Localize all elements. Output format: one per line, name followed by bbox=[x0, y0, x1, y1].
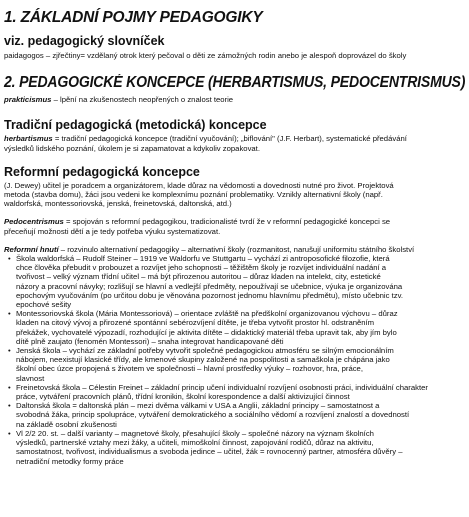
herbartismus-line-1 bbox=[4, 134, 465, 143]
list-line: slavnost bbox=[16, 373, 45, 383]
list-item-montessori bbox=[16, 309, 465, 346]
list-line: tvořivost – velký význam třídní učitel – má být přirozenou autoritou – důraz kladen na intelekt, city, estetické bbox=[16, 272, 381, 282]
reform-para-line-2: metoda (stavba domu), žáci jsou vedeni ke komplexnímu poznání problematiky. Vznikly alternativní školy (např. bbox=[4, 190, 383, 200]
reform-para-line-3: waldorfská, montessoriovská, jenská, freinetovská, daltonská, atd.) bbox=[4, 199, 232, 209]
pedocentrismus-line-2: přeceňují možnosti dětí a je tedy potřeba výuku systematizovat. bbox=[4, 226, 221, 236]
list-line: dítě plně zaujato (fenomén Montessori) – snaha integrovat handicapované děti bbox=[16, 336, 284, 346]
list-line: svobodná žáka, princip spolupráce, vytváření demokratického a sociálního vědomí a rozvíjení znalostí a dovedností bbox=[16, 410, 410, 420]
document-page bbox=[0, 9, 469, 517]
reformni-hnuti-text: – rozvinulo alternativní pedagogiky – alternativní školy (rozmanitost, narušují uniformitu státního školství bbox=[58, 244, 415, 254]
list-line: školní obec úzce propojená s životem ve společnosti – hlavní prostředky výuky – rozhovor, hra, práce, bbox=[16, 364, 363, 374]
list-line: netradiční metodky formy práce bbox=[16, 456, 124, 466]
list-item-jena bbox=[16, 346, 465, 383]
list-line: nábojem, neexistují klasické třídy, ale kmenové skupiny založené na pospolitosti a samaškola je chápána jako bbox=[16, 355, 390, 365]
pedocentrismus-line-1 bbox=[4, 217, 465, 226]
paidagogos-term: paidagogos bbox=[4, 51, 44, 60]
list-line: na základě osobní zkušenosti bbox=[16, 419, 117, 429]
subheading-slovnicek: viz. pedagogický slovníček bbox=[4, 34, 165, 48]
prakticismus-text: – lpění na zkušenostech neopřených o znalost teorie bbox=[51, 95, 234, 105]
list-line: • Freinetovská škola – Célestin Freinet – základní princip učení individualní rozvíjení osobnosti práci, individuální charakter bbox=[16, 382, 428, 392]
list-item-other-variants bbox=[16, 429, 465, 466]
alternative-schools-list bbox=[4, 254, 465, 466]
list-line: chce člověka přebudit v probouzet a rozvíjet jeho schopnosti – těžištěm školy je rozvíjet individuální nadání a bbox=[16, 263, 387, 273]
herbartismus-line-2: výsledků lidského poznání, úkolem je si zapamatovat a kdykoliv zopakovat. bbox=[4, 143, 260, 153]
list-line: • Daltonská škola = daltonská plán – mezi dvěma válkami v USA a Anglii, základní principy – samostatnost a bbox=[16, 401, 380, 411]
list-item-waldorf bbox=[16, 254, 465, 309]
prakticismus-paragraph bbox=[4, 95, 465, 104]
list-item-freinet bbox=[16, 383, 465, 401]
traditional-heading: Tradiční pedagogická (metodická) koncepce bbox=[4, 118, 267, 133]
list-line: kladen na citový vývoj a přirozené spontánní sebérozvíjení dítěte, je třeba vytvořit prostor hl. odstraněním bbox=[16, 318, 375, 328]
reformni-hnuti-term: Reformní hnutí bbox=[4, 244, 59, 254]
list-line: epochovým vyučováním (po určitou dobu je věnována pozornost jednomu hlavnímu předmětu), místo učebnic tzv. bbox=[16, 290, 403, 300]
prakticismus-term: prakticismus bbox=[4, 95, 52, 105]
list-line: • Montessoriovská škola (Mária Montessoriová) – orientace zvláště na předškolní organizovanou výchovu – důraz bbox=[16, 309, 398, 319]
pedocentrismus-term: Pedocentrismus bbox=[4, 217, 64, 227]
paidagogos-paragraph bbox=[4, 51, 465, 60]
paidagogos-definition: – zjřečtiny= vzdělaný otrok který pečoval o děti ze zámožných rodin anebo je alespoň doprovázel do školy bbox=[43, 51, 407, 60]
heading-2: 2. PEDAGOGICKÉ KONCEPCE (HERBARTISMUS, PEDOCENTRISMUS) bbox=[4, 74, 466, 92]
list-line: • Vl 2/2 20. st. – další varianty – magnetové školy, přesahující školy – společné názory na význam školních bbox=[16, 428, 374, 438]
reformni-hnuti-paragraph bbox=[4, 245, 465, 254]
list-line: překážek, vychovatelé výpozadí, rozhodující je aktivita dítěte – didaktický materiál třeba upravit tak, aby jím bylo bbox=[16, 327, 397, 337]
list-line: výsledků, partnerské vztahy mezi žáky, a učiteli, mimoškolní činnost, zapojování rodičů, důraz na aktivitu, bbox=[16, 438, 374, 448]
list-line: samostatnost, tvořivost, individualismus a svoboda jedince – učitel, žák = rovnocenný partner, atmosféra důvěry – bbox=[16, 447, 403, 457]
list-line: • Škola waldorfská – Rudolf Steiner – 1919 ve Waldorfu ve Stuttgartu – vychází zi antroposofické filozofie, která bbox=[16, 254, 390, 264]
heading-1: 1. ZÁKLADNÍ POJMY PEDAGOGIKY bbox=[4, 9, 263, 26]
list-item-dalton bbox=[16, 401, 465, 429]
herbartismus-text: = tradiční pedagogická koncepce (tradiční vyučování); „biflování" (J.F. Herbart), systematické předávání bbox=[52, 134, 407, 144]
list-line: práce, vytváření pracovních plánů, třídní kronikin, školní korespondence a další aktivizující činnost bbox=[16, 392, 350, 402]
pedocentrismus-text: = spojován s reformní pedagogikou, tradicionalisté tvrdí že v reformní pedagogické koncepci se bbox=[63, 217, 391, 227]
reform-para-line-1: (J. Dewey) učitel je poradcem a organizátorem, klade důraz na vědomosti a dovednosti nutné pro život. Projektová bbox=[4, 180, 394, 190]
herbartismus-term: herbartismus bbox=[4, 134, 53, 144]
list-line: názory a pracovní návyky; rozlišují se hlavní a vedlejší předměty, nepoužívají se učebnice, výuka je organizována bbox=[16, 281, 403, 291]
list-line: • Jenská škola – vychází ze základní potřeby vytvořit společné pedagogickou atmosféru se silným emocionálním bbox=[16, 346, 394, 356]
list-line: epochové sešity bbox=[16, 300, 72, 310]
reform-heading: Reformní pedagogická koncepce bbox=[4, 164, 200, 179]
